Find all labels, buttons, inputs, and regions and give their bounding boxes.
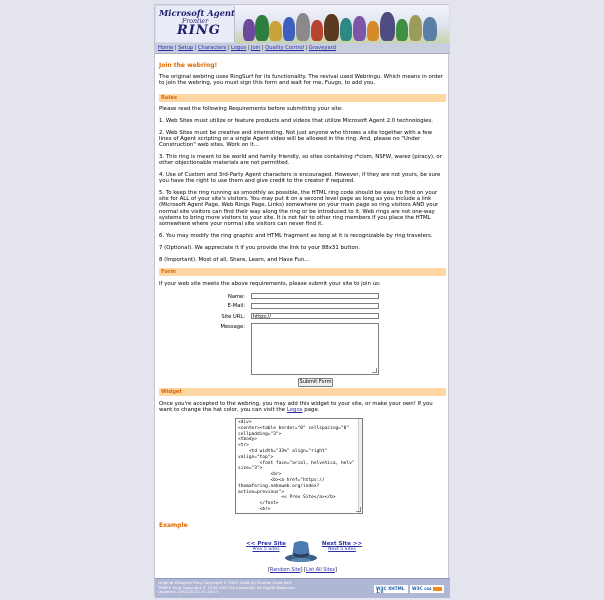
email-field[interactable] [251,303,379,309]
site-logo[interactable] [156,6,235,42]
code-line: size="3"> [238,466,263,472]
xhtml-validator-badge[interactable] [374,585,408,593]
logo-line-3: RING [177,23,221,38]
submit-form-button[interactable]: Submit Form [299,379,332,385]
next-site-link[interactable]: Next Site >> [321,541,363,547]
nav-characters[interactable]: Characters [197,45,227,51]
rule-item: 1. Web Sites must utilize or feature products and videos that utilize Microsoft Agent 2.0 technologies. [159,118,433,124]
message-label: Message: [220,324,245,330]
rule-item: 3. This ring is meant to be world and family friendly, so sites containing r*cism, NSFW, warez (piracy), or other objectionable materials are not permitted. [159,154,442,167]
message-textarea[interactable] [251,323,379,375]
footer-line-2: TMAFE Ring Copyright © 2018-2025 by Kraken06. All Rights Reserved. [158,584,296,590]
name-label: Name: [227,294,245,300]
rule-item: 6. You may modify the ring graphic and HTML fragment as long at it is recognizable by ring travelers. [159,233,433,239]
join-section [159,62,446,86]
nav-logos[interactable]: Logos [231,45,247,51]
code-line: <tbody> [238,437,257,443]
widget-lead [159,401,446,413]
nav-home[interactable]: Home [158,45,174,51]
site-url-field[interactable]: https:// [251,313,379,319]
w3c-xhtml-badge-text: W3C XHTML 1.0 [376,585,405,595]
code-line: <br> [238,506,271,512]
rule-item: 2. Web Sites must be creative and interesting. Not just anyone who throws a site together with a few lines of Agent scripting or a single Agent video will be allowed in the ring. And, please no "Under Construction" web sites. Work on it... [159,130,432,149]
code-line: action=previous"> [238,489,285,495]
rules-heading: Rules [159,94,446,102]
nav-setup[interactable]: Setup [178,45,194,51]
code-line: <br> [238,472,282,478]
code-line: <div> [238,420,252,425]
code-line: </font> [238,501,279,507]
code-line: <b><a href="https:// [238,477,325,483]
logo-line-2: Frontier [182,18,209,25]
rule-item: 8 (Important). Most of all, Share, Learn, and Have Fun... [159,257,310,263]
footer-text [158,581,296,595]
nav-join[interactable]: Join [250,45,261,51]
ring-hat-logo[interactable] [283,536,319,564]
random-site-link[interactable]: Random Site [270,568,301,573]
next-5-sites-link[interactable]: Next 5 Sites [328,547,356,552]
code-line: themafering.nekoweb.org/index? [238,483,320,489]
form-heading: Form [159,268,446,276]
code-line: << Prev Site</a></b> [238,495,336,501]
w3c-css-badge-text: W3C css [412,585,432,591]
email-label: E-Mail: [227,303,245,309]
widget-code-textarea[interactable] [235,418,363,514]
logos-link[interactable]: Logos [286,407,303,414]
widget-lead-text-end: page. [302,407,320,414]
top-nav: Home | Setup | Characters | Logos | Join | Quality Control | Graveyard [155,43,450,54]
bracket-close: ] [334,568,337,573]
footer [155,578,450,598]
footer-line-3: Updated: 22/02/2022 21:18:17 [158,589,219,595]
code-scrollbar[interactable] [358,419,362,513]
code-line: cellpadding="3"> [238,431,282,437]
prev-site-link[interactable]: << Prev Site [246,541,286,547]
resize-grip[interactable] [356,507,361,512]
rule-item: 7 (Optional). We appreciate it if you provide the link to your 88x31 button. [159,245,360,251]
code-line: <center><table border="0" cellspacing="0" [238,425,350,431]
join-intro: The original webring uses RingSurf for its functionality. The revival used Webringu. Which means in order to join the webring, you must sign this form and wait for me, Fuugo, to add you. [159,74,443,87]
logo-line-1: Microsoft Agent [159,8,235,18]
widget-lead-text: Once you're accepted to the webring, you may add this widget to your site, or make your own! If you want to change the hat color, you can visit the [159,401,433,414]
page-container [154,4,449,596]
name-field[interactable] [251,293,379,299]
code-line: <tr> [238,443,249,449]
code-line: <font face="arial, helvetica, helv" [238,460,355,466]
agent-characters-image [235,5,449,43]
hat-icon [283,536,319,564]
code-line: <td width="33%" align="right" [238,448,328,454]
css-validator-badge[interactable] [410,585,444,593]
code-line: valign="top"> [238,454,274,460]
form-lead: If your web site meets the above requirements, please submit your site to join us: [159,281,381,287]
ring-links [155,568,450,573]
bracket-open: [ [268,568,270,573]
header-banner [155,5,450,43]
prev-5-sites-link[interactable]: Prev 5 Sites [252,547,280,552]
css-badge-accent [433,587,442,591]
next-site-block [317,541,367,552]
list-all-sites-link[interactable]: List All Sites [305,568,335,573]
links-separator: ] [ [300,568,306,573]
rules-lead: Please read the following Requirements before submitting your site: [159,106,343,112]
rule-item: 5. To keep the ring running as smoothly as possible, the HTML ring code should be easy to find on your site for ALL of your site's visitors. You may put it on a second level page as long as you include a link (Microsoft Agent Page, Web Rings Page, Links) somewhere on your main page so ring visitors AND your normal site visitors can find their way along the ring or be introduced to it. Web rings are not one-way systems to bring more visitors to your site. It is not fair to other ring members if you place the HTML somewhere where your normal site visitors can never find it. [159,190,439,228]
rule-item: 4. Use of Custom and 3rd-Party Agent characters is encouraged. However, if they are not yours, be sure you have the right to use them and give credit to the creator if required. [159,172,441,185]
widget-heading: Widget [159,388,446,396]
footer-line-1: Original MSAgent Ring Copyright © 1997-2006 by Sindian Scott Bell. [158,580,293,585]
page-title: Join the webring! [159,62,218,69]
nav-graveyard[interactable]: Graveyard [308,45,336,51]
resize-grip[interactable] [372,368,377,373]
example-heading: Example [159,522,188,529]
url-label: Site URL: [221,314,245,320]
nav-quality-control[interactable]: Quality Control [265,45,305,51]
